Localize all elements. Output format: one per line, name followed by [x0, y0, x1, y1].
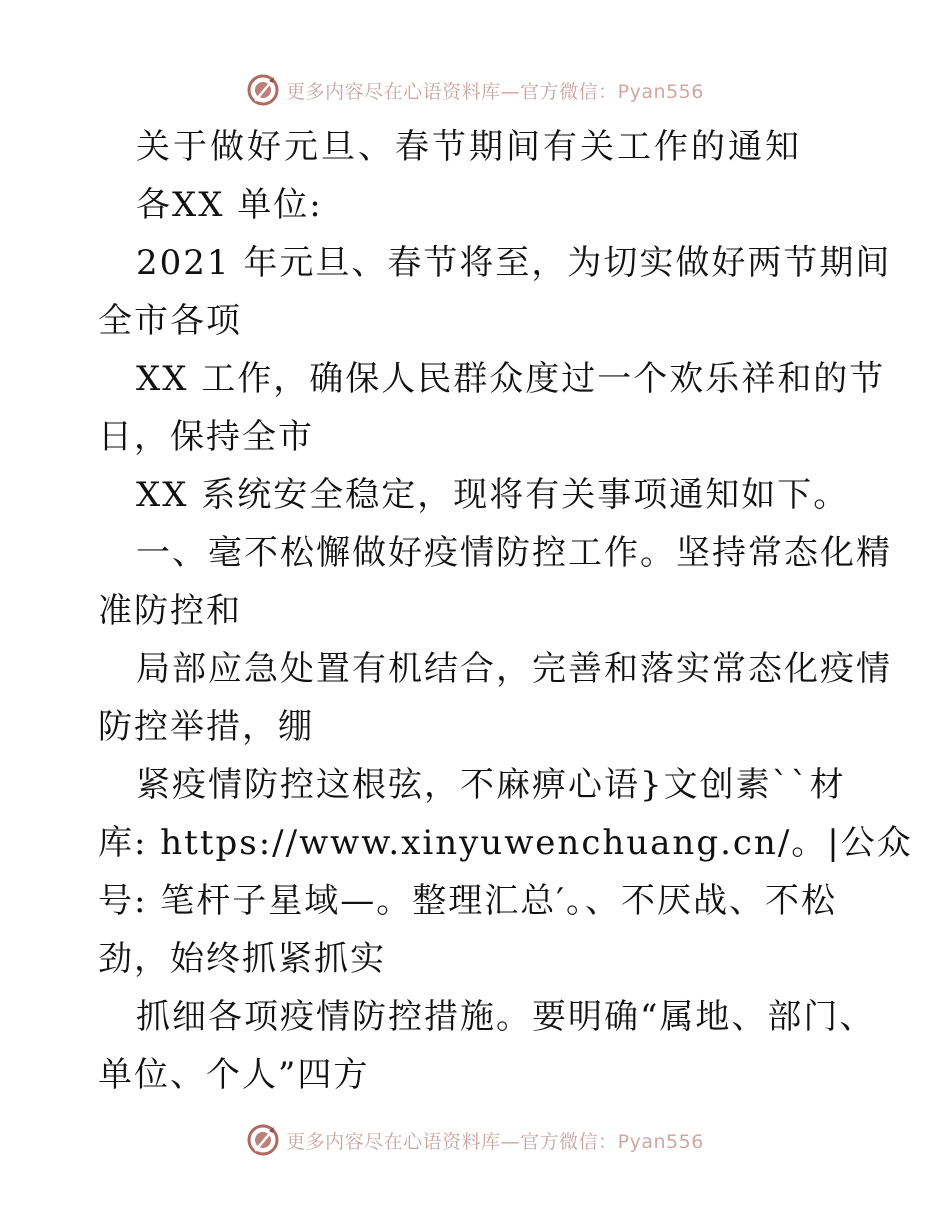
text-line: 单位、个人”四方	[98, 1055, 370, 1095]
text-line: 劲，始终抓紧抓实	[98, 939, 386, 979]
text-line: 全市各项	[98, 301, 242, 341]
quill-seal-icon	[246, 1123, 280, 1157]
text-line: 库: https://www.xinyuwenchuang.cn/。|公众	[98, 823, 913, 863]
document-title: 关于做好元旦、春节期间有关工作的通知	[136, 127, 802, 167]
watermark-label: 更多内容尽在心语资料库—官方微信：	[286, 1130, 618, 1153]
wechat-id: Pyan556	[617, 1130, 704, 1153]
text-line: 紧疫情防控这根弦，不麻痹心语}文创素``材	[136, 765, 846, 805]
header-watermark-banner	[0, 70, 950, 110]
text-line: 防控举措，绷	[98, 707, 314, 747]
watermark-label: 更多内容尽在心语资料库—官方微信：	[286, 80, 618, 103]
watermark-text	[286, 77, 704, 104]
wechat-id: Pyan556	[617, 80, 704, 103]
text-line: XX 工作，确保人民群众度过一个欢乐祥和的节	[136, 359, 886, 399]
text-line: 日，保持全市	[98, 417, 314, 457]
text-line: 2021 年元旦、春节将至，为切实做好两节期间	[136, 243, 892, 283]
section-heading-line: 一、毫不松懈做好疫情防控工作。坚持常态化精	[136, 533, 892, 573]
text-line: XX 系统安全稳定，现将有关事项通知如下。	[136, 475, 850, 515]
salutation: 各XX 单位:	[136, 185, 323, 225]
text-line: 局部应急处置有机结合，完善和落实常态化疫情	[136, 649, 892, 689]
text-line: 抓细各项疫情防控措施。要明确“属地、部门、	[136, 997, 876, 1037]
footer-watermark-banner	[0, 1120, 950, 1160]
document-body	[98, 118, 913, 1104]
quill-seal-icon	[246, 73, 280, 107]
watermark-text	[286, 1127, 704, 1154]
text-line: 准防控和	[98, 591, 242, 631]
text-line: 号: 笔杆子星域—。整理汇总′。、不厌战、不松	[98, 881, 837, 921]
